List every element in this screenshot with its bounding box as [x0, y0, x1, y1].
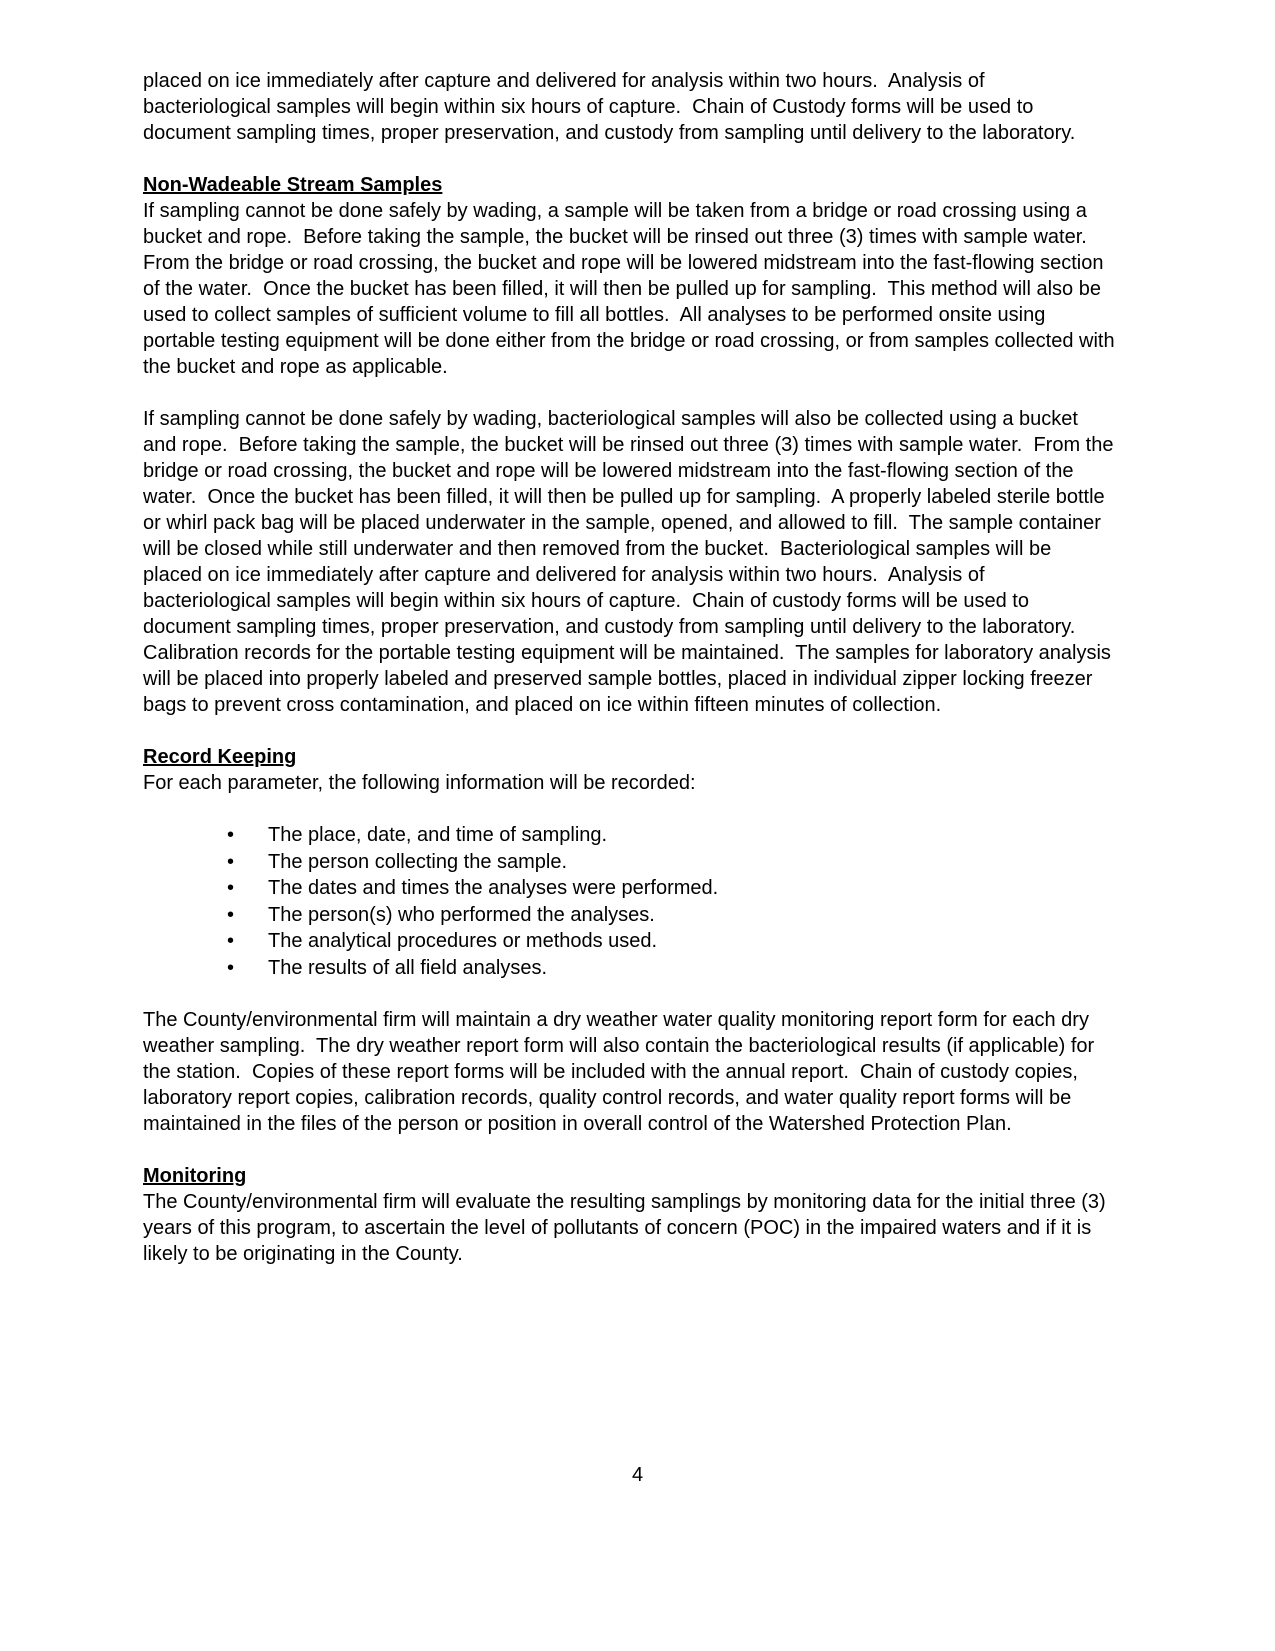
page-number: 4 — [631, 1464, 644, 1486]
paragraph-non-wadeable-1: If sampling cannot be done safely by wading, a sample will be taken from a bridge or road crossing using a bucket and rope. Before taking the sample, the bucket will be rinsed out three (3) times with sample water. From the bridge or road crossing, the bucket and rope will be lowered midstream into the fast-flowing section of the water. Once the bucket has been filled, it will then be pulled up for sampling. This method will also be used to collect samples of sufficient volume to fill all bottles. All analyses to be performed onsite using portable testing equipment will be done either from the bridge or road crossing, or from samples collected with the bucket and rope as applicable. — [143, 200, 1121, 378]
list-item: • The analytical procedures or methods used. — [227, 928, 1115, 955]
list-item: • The person(s) who performed the analyses. — [227, 902, 1115, 929]
section-heading-record-keeping: Record Keeping — [143, 746, 297, 768]
list-item: • The dates and times the analyses were performed. — [227, 875, 1115, 902]
paragraph-non-wadeable-2: If sampling cannot be done safely by wading, bacteriological samples will also be collected using a bucket and rope. Before taking the sample, the bucket will be rinsed out three (3) times with sample water. From the bridge or road crossing, the bucket and rope will be lowered midstream into the fast-flowing section of the water. Once the bucket has been filled, it will then be pulled up for sampling. A properly labeled sterile bottle or whirl pack bag will be placed underwater in the sample, opened, and allowed to fill. The sample container will be closed while still underwater and then removed from the bucket. Bacteriological samples will be placed on ice immediately after capture and delivered for analysis within two hours. Analysis of bacteriological samples will begin within six hours of capture. Chain of custody forms will be used to document sampling times, proper preservation, and custody from sampling until delivery to the laboratory. Calibration records for the portable testing equipment will be maintained. The samples for laboratory analysis will be placed into properly labeled and preserved sample bottles, placed in individual zipper locking freezer bags to prevent cross contamination, and placed on ice within fifteen minutes of collection. — [143, 408, 1120, 716]
paragraph-continuation: placed on ice immediately after capture and delivered for analysis within two hours. Analysis of bacteriological samples will begin within six hours of capture. Chain of Custody forms will be used to document sampling times, proper preservation, and custody from sampling until delivery to the laboratory. — [143, 70, 1076, 144]
list-item: • The person collecting the sample. — [227, 849, 1115, 876]
paragraph-monitoring-1: The County/environmental firm will evaluate the resulting samplings by monitoring data for the initial three (3) years of this program, to ascertain the level of pollutants of concern (POC) in the impaired waters and if it is likely to be originating in the County. — [143, 1191, 1112, 1265]
list-item: • The place, date, and time of sampling. — [227, 822, 1115, 849]
paragraph-record-keeping-intro: For each parameter, the following information will be recorded: — [143, 772, 696, 794]
section-heading-monitoring: Monitoring — [143, 1165, 247, 1187]
list-item: • The results of all field analyses. — [227, 955, 1115, 982]
recorded-information-list — [143, 822, 1115, 981]
section-heading-non-wadeable-stream-samples: Non-Wadeable Stream Samples — [143, 174, 443, 196]
paragraph-record-keeping-2: The County/environmental firm will maintain a dry weather water quality monitoring report form for each dry weather sampling. The dry weather report form will also contain the bacteriological results (if applicable) for the station. Copies of these report forms will be included with the annual report. Chain of custody copies, laboratory report copies, calibration records, quality control records, and water quality report forms will be maintained in the files of the person or position in overall control of the Watershed Protection Plan. — [143, 1009, 1100, 1135]
